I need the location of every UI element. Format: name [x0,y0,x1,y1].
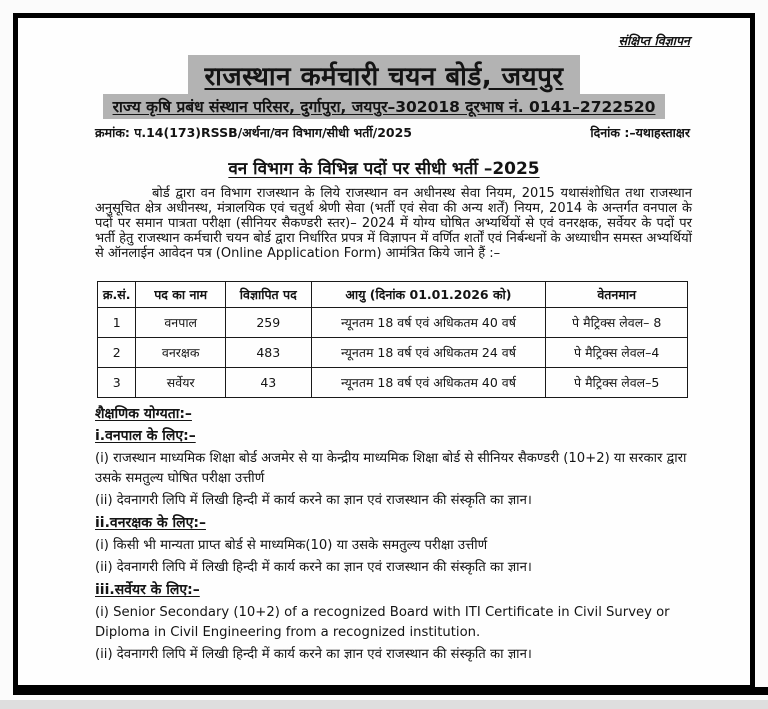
date-text: दिनांक :–यथाहस्ताक्षर [590,125,690,140]
board-address: राज्य कृषि प्रबंध संस्थान परिसर, दुर्गापुरा, जयपुर–302018 दूरभाष नं. 0141–2722520 [103,94,666,119]
notice-title-row [0,156,768,179]
qualification-item: (ii) देवनागरी लिपि में लिखी हिन्दी में कार्य करने का ज्ञान एवं राजस्थान की संस्कृति का ज्ञान। [95,560,532,576]
table-row [98,308,688,338]
col-header-advertised-posts: विज्ञापित पद [226,282,312,308]
qualifications-heading: शैक्षणिक योग्यता:– [95,406,192,422]
cell-advertised-posts: 483 [226,338,312,368]
cell-age: न्यूनतम 18 वर्ष एवं अधिकतम 24 वर्ष [311,338,546,368]
section-title-forest-guard: ii.वनरक्षक के लिए:– [95,515,206,532]
board-address-row [0,94,768,119]
col-header-serial: क्र.सं. [98,282,136,308]
cell-serial: 3 [98,368,136,398]
qualification-item: (i) किसी भी मान्यता प्राप्त बोर्ड से माध्यमिक(10) या उसके समतुल्य परीक्षा उत्तीर्ण [95,537,488,553]
table-row [98,368,688,398]
cell-serial: 2 [98,338,136,368]
cell-pay-scale: पे मैट्रिक्स लेवल–4 [546,338,688,368]
cell-serial: 1 [98,308,136,338]
section-title-surveyor: iii.सर्वेयर के लिए:– [95,582,200,599]
qualification-item: (ii) देवनागरी लिपि में लिखी हिन्दी में कार्य करने का ज्ञान एवं राजस्थान की संस्कृति का ज्ञान। [95,647,532,663]
reference-number: क्रमांक: प.14(173)RSSB/अर्थना/वन विभाग/सीधी भर्ती/2025 [95,125,412,140]
qualification-item: (ii) देवनागरी लिपि में लिखी हिन्दी में कार्य करने का ज्ञान एवं राजस्थान की संस्कृति का ज्ञान। [95,493,532,509]
col-header-age: आयु (दिनांक 01.01.2026 को) [311,282,546,308]
reference-date-row [95,124,690,141]
notice-title: वन विभाग के विभिन्न पदों पर सीधी भर्ती –2025 [228,159,540,179]
table-header-row [98,282,688,308]
scan-edge-strip [0,700,768,709]
section-title-forester: i.वनपाल के लिए:– [95,428,196,445]
posts-table [97,281,688,398]
cell-post-name: वनरक्षक [136,338,226,368]
qualification-item: (i) Senior Secondary (10+2) of a recognized Board with ITI Certificate in Civil Survey or Diploma in Civil Engineering from a recognized institution. [95,604,670,640]
board-name-row [0,55,768,97]
cell-post-name: सर्वेयर [136,368,226,398]
qualification-item: (i) राजस्थान माध्यमिक शिक्षा बोर्ड अजमेर से या केन्द्रीय माध्यमिक शिक्षा बोर्ड से सीनियर सैकण्डरी (10+2) या सरकार द्वारा उसके समतुल्य घोषित परीक्षा उत्तीर्ण [95,450,687,486]
brief-advertisement-tag: संक्षिप्त विज्ञापन [618,33,690,48]
cell-pay-scale: पे मैट्रिक्स लेवल– 8 [546,308,688,338]
col-header-pay-scale: वेतनमान [546,282,688,308]
cell-age: न्यूनतम 18 वर्ष एवं अधिकतम 40 वर्ष [311,308,546,338]
cell-pay-scale: पे मैट्रिक्स लेवल–5 [546,368,688,398]
bottom-rule [13,687,768,695]
cell-age: न्यूनतम 18 वर्ष एवं अधिकतम 40 वर्ष [311,368,546,398]
cell-advertised-posts: 259 [226,308,312,338]
qualifications-section [95,404,692,668]
cell-advertised-posts: 43 [226,368,312,398]
col-header-post-name: पद का नाम [136,282,226,308]
cell-post-name: वनपाल [136,308,226,338]
table-row [98,338,688,368]
intro-paragraph: बोर्ड द्वारा वन विभाग राजस्थान के लिये राजस्थान वन अधीनस्थ सेवा नियम, 2015 यथासंशोधित तथा राजस्थान अनुसूचित क्षेत्र अधीनस्थ, मंत्रालयिक एवं चतुर्थ श्रेणी सेवा (भर्ती एवं सेवा की अन्य शर्तें) नियम, 2014 के अन्तर्गत वनपाल के पदों पर समान पात्रता परीक्षा (सीनियर सैकण्डरी स्तर)– 2024 में योग्य घोषित अभ्यर्थियों से एवं वनरक्षक, सर्वेयर के पदों पर भर्ती हेतु राजस्थान कर्मचारी चयन बोर्ड द्वारा निर्धारित प्रपत्र में विज्ञापन में वर्णित शर्तों एवं निर्बन्धनों के अध्याधीन समस्त अभ्यर्थियों से ऑनलाईन आवेदन पत्र (Online Application Form) आमंत्रित किये जाने हैं :– [95,186,692,261]
board-name-title: राजस्थान कर्मचारी चयन बोर्ड, जयपुर [188,55,579,97]
